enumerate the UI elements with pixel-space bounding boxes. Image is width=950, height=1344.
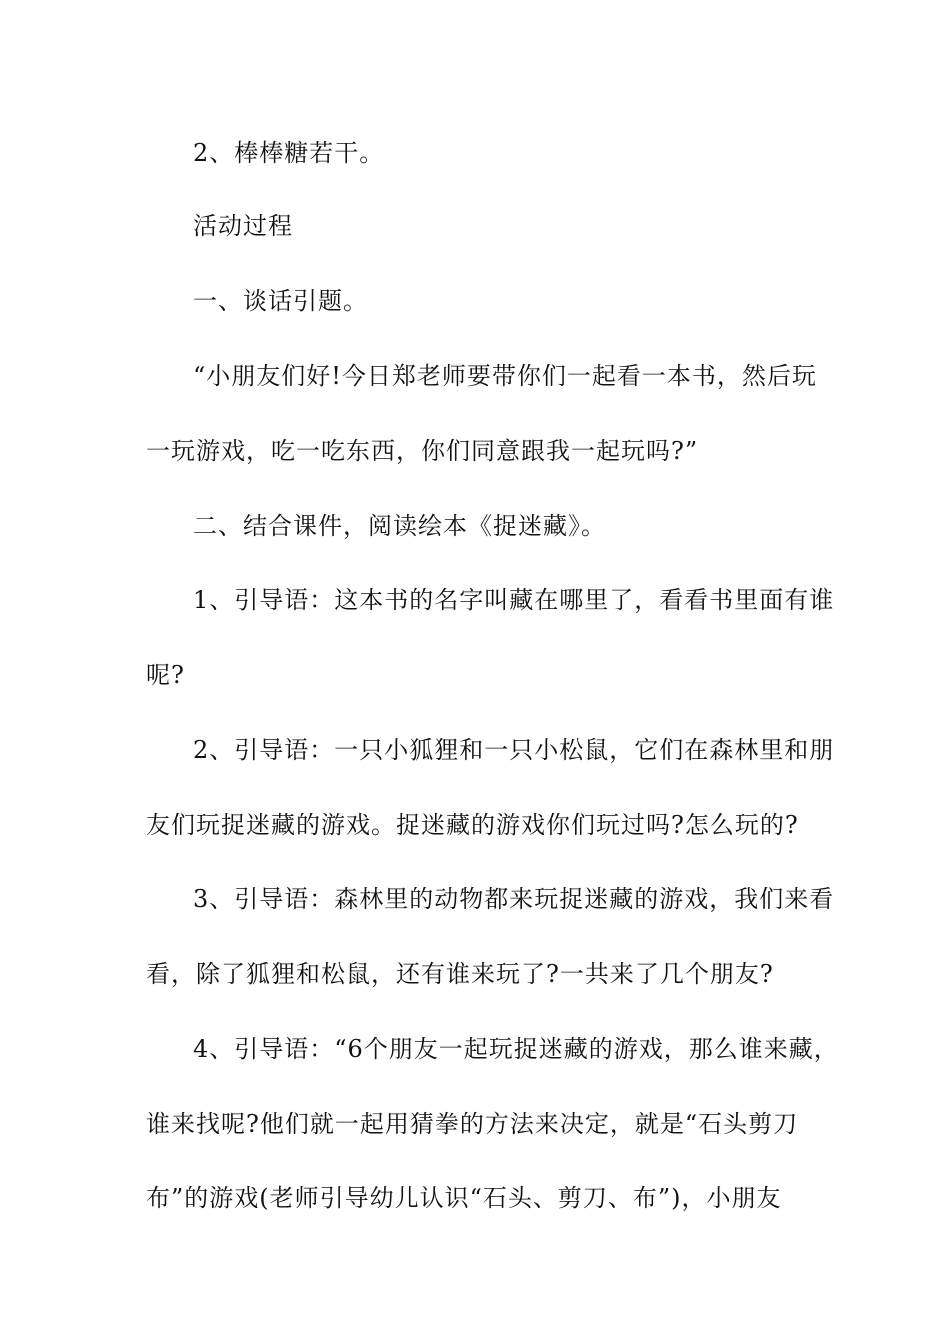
- paragraph-line: “小朋友们好!今日郑老师要带你们一起看一本书，然后玩: [193, 362, 817, 390]
- section-heading-activity-process: 活动过程: [193, 212, 293, 240]
- paragraph-line: 一玩游戏，吃一吃东西，你们同意跟我一起玩吗?”: [146, 437, 699, 465]
- paragraph-line: 呢?: [146, 661, 185, 689]
- paragraph-line: 2、引导语：一只小狐狸和一只小松鼠，它们在森林里和朋: [193, 736, 835, 764]
- paragraph-line: 谁来找呢?他们就一起用猜拳的方法来决定，就是“石头剪刀: [146, 1110, 799, 1138]
- material-item-2: 2、棒棒糖若干。: [193, 139, 385, 167]
- paragraph-line: 布”的游戏(老师引导幼儿认识“石头、剪刀、布”)，小朋友: [146, 1184, 782, 1212]
- step-heading-1: 一、谈话引题。: [193, 287, 368, 315]
- step-heading-2: 二、结合课件，阅读绘本《捉迷藏》。: [193, 512, 606, 540]
- paragraph-line: 4、引导语：“6个朋友一起玩捉迷藏的游戏，那么谁来藏，: [193, 1035, 839, 1063]
- paragraph-line: 看，除了狐狸和松鼠，还有谁来玩了?一共来了几个朋友?: [146, 960, 774, 988]
- paragraph-line: 3、引导语：森林里的动物都来玩捉迷藏的游戏，我们来看: [193, 885, 835, 913]
- paragraph-line: 友们玩捉迷藏的游戏。捉迷藏的游戏你们玩过吗?怎么玩的?: [146, 811, 799, 839]
- paragraph-line: 1、引导语：这本书的名字叫藏在哪里了，看看书里面有谁: [193, 586, 835, 614]
